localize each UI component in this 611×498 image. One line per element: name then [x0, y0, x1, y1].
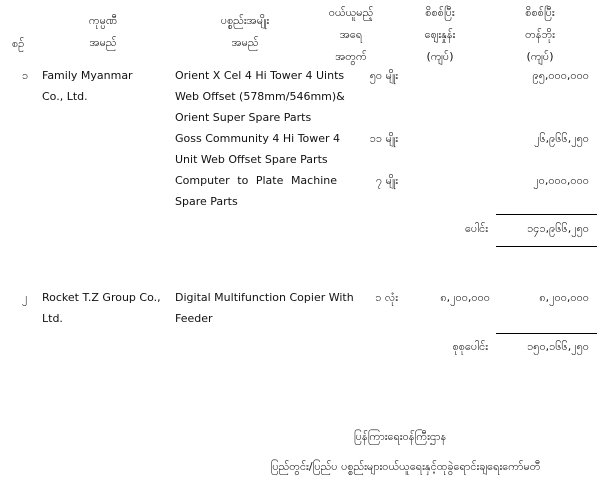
quantity: ၁ လုံး: [375, 291, 398, 304]
item-description: [175, 287, 354, 329]
price: ၈,၂၀၀,၀၀၀: [440, 291, 490, 304]
header-item-line: အမည်: [231, 36, 259, 49]
row-no: ၂: [22, 291, 28, 304]
company-name: [42, 65, 133, 107]
header-no: စဉ်: [12, 37, 25, 50]
quantity: ၁၁ မျိုး: [369, 132, 398, 145]
header-company-line: အမည်: [89, 36, 117, 49]
subtotal-rule-top: [496, 214, 597, 215]
row-no: ၁: [22, 69, 29, 82]
grand-total-value: ၁၅၀,၁၆၆,၂၅၀: [527, 340, 589, 353]
subtotal-rule-bottom: [496, 246, 597, 247]
desc-line: Web Offset (578mm/546mm)&: [175, 90, 345, 103]
desc-line: Orient Super Spare Parts: [175, 111, 312, 124]
header-quantity-line: အရေ: [339, 28, 363, 41]
desc-line: Orient X Cel 4 Hi Tower 4 Uints: [175, 69, 345, 82]
company-line: Family Myanmar: [42, 69, 133, 82]
footer-committee: ပြည်တွင်း/ပြည်ပ ပစ္စည်းများဝယ်ယူရေးနှင့်ထုခွဲရောင်းချရေးကော်မတီ: [270, 460, 541, 473]
item-description: [175, 65, 343, 212]
company-line: Ltd.: [42, 312, 63, 325]
header-item: [195, 10, 295, 54]
value: ၉၅,၀၀၀,၀၀၀: [532, 69, 589, 82]
grand-total-rule: [496, 333, 597, 334]
header-company: [63, 10, 143, 54]
value: ၂၀,၀၀၀,၀၀၀: [533, 174, 589, 187]
header-price: [405, 2, 475, 68]
desc-line: Feeder: [175, 312, 213, 325]
header-value-line: စိစစ်ပြီး: [525, 6, 555, 19]
header-quantity-line: အတွက်: [335, 50, 367, 63]
quantity: ၅၀ မျိုး: [369, 69, 398, 82]
header-value-line: (ကျပ်): [526, 50, 554, 63]
company-line: Co., Ltd.: [42, 90, 88, 103]
subtotal-value: ၁၄၁,၉၆၆,၂၅၀: [527, 222, 589, 235]
company-name: [42, 287, 161, 329]
header-price-line: ဈေးနှုန်း: [424, 28, 456, 41]
desc-line: Goss Community 4 Hi Tower 4: [175, 132, 341, 145]
header-item-line: ပစ္စည်းအမျိုး: [220, 14, 270, 27]
desc-line: Digital Multifunction Copier With: [175, 291, 354, 304]
header-company-line: ကုမ္ပဏီ: [88, 14, 118, 27]
header-price-line: (ကျပ်): [426, 50, 454, 63]
grand-total-label: စုစုပေါင်း: [452, 340, 488, 353]
header-price-line: စိစစ်ပြီး: [425, 6, 455, 19]
footer-ministry: ပြန်ကြားရေးဝန်ကြီးဌာန: [353, 430, 447, 443]
company-line: Rocket T.Z Group Co.,: [42, 291, 161, 304]
header-quantity-line: ဝယ်ယူမည့်: [328, 6, 374, 19]
desc-line: Unit Web Offset Spare Parts: [175, 153, 328, 166]
subtotal-label: ပေါင်း: [464, 222, 488, 235]
desc-line: Spare Parts: [175, 195, 238, 208]
value: ၂၆,၉၆၆,၂၅၀: [534, 132, 589, 145]
quantity: ၇ မျိုး: [375, 174, 398, 187]
desc-line-justified: Computer to Plate Machine: [175, 174, 337, 187]
header-quantity: [315, 2, 387, 68]
header-value-line: တန်ဘိုး: [525, 28, 555, 41]
value: ၈,၂၀၀,၀၀၀: [539, 291, 589, 304]
header-value: [505, 2, 575, 68]
